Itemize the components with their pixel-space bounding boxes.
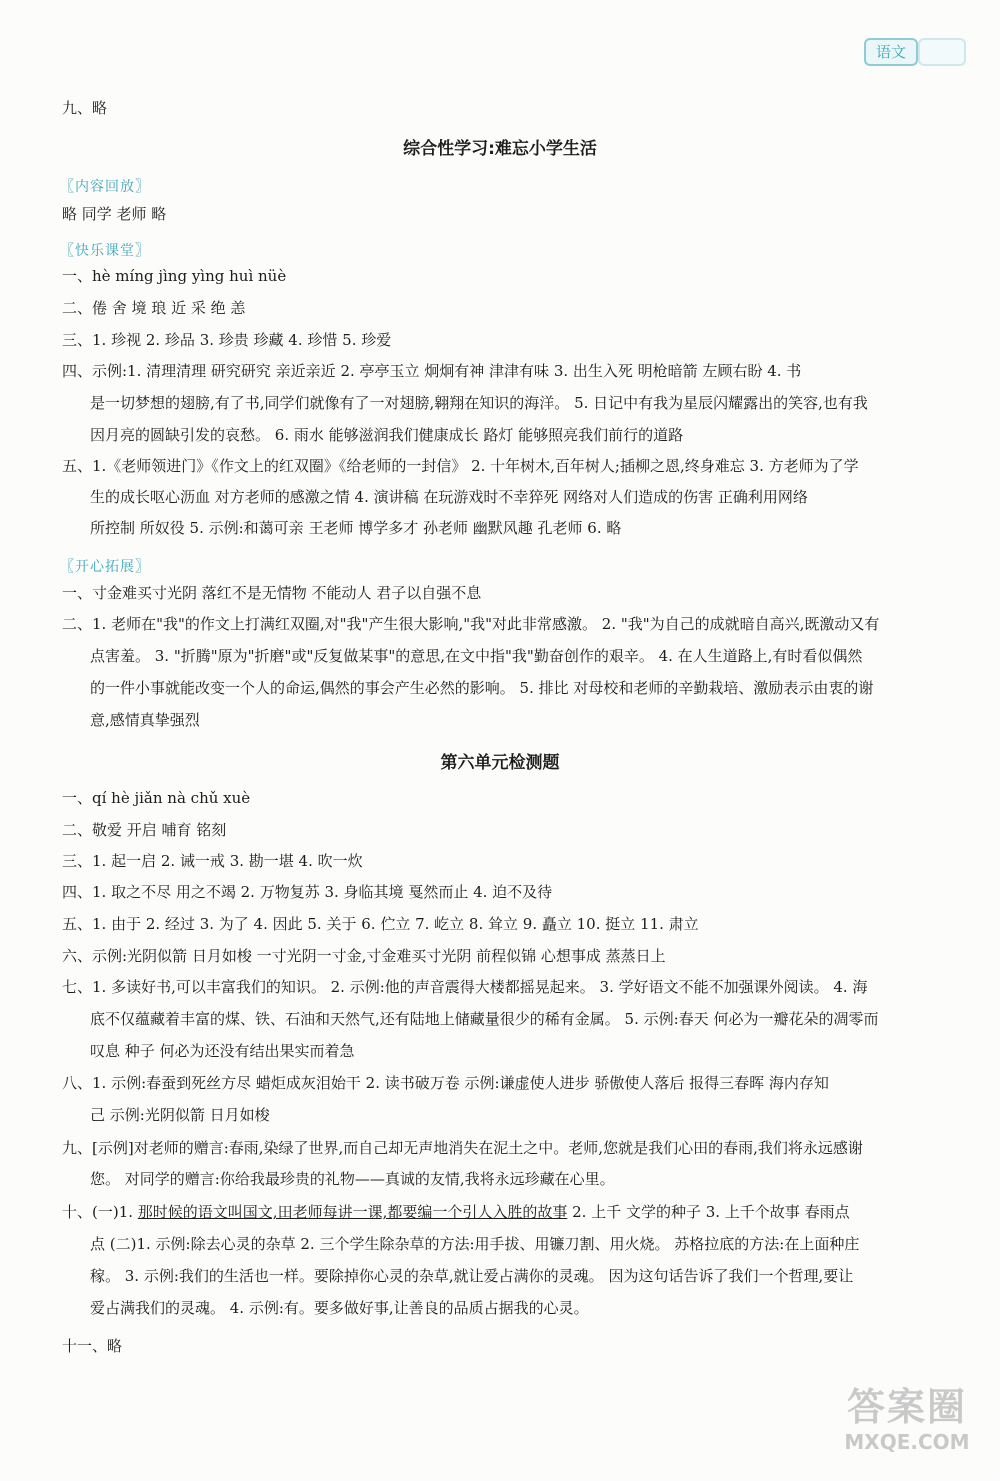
answer-line: 一、hè míng jìng yìng huì nüè bbox=[62, 267, 287, 285]
answer-line: 因月亮的圆缺引发的哀愁。 6. 雨水 能够滋润我们健康成长 路灯 能够照亮我们前行的道路 bbox=[90, 426, 684, 444]
answer-line: 底不仅蕴藏着丰富的煤、铁、石油和天然气,还有陆地上储藏量很少的稀有金属。 5. 示例:春天 何必为一瓣花朵的凋零而 bbox=[90, 1010, 879, 1028]
answer-line: 点 (二)1. 示例:除去心灵的杂草 2. 三个学生除杂草的方法:用手拔、用镰刀割、用火烧。 苏格拉底的方法:在上面种庄 bbox=[90, 1235, 860, 1253]
answer-line: 点害羞。 3. "折腾"原为"折磨"或"反复做某事"的意思,在文中指"我"勤奋创作的艰辛。 4. 在人生道路上,有时看似偶然 bbox=[90, 647, 863, 665]
answer-line: 三、1. 起一启 2. 诫一戒 3. 勘一堪 4. 吹一炊 bbox=[62, 852, 363, 870]
answer-line: 意,感情真挚强烈 bbox=[90, 711, 200, 729]
answer-line: 爱占满我们的灵魂。 4. 示例:有。要多做好事,让善良的品质占据我的心灵。 bbox=[90, 1299, 589, 1317]
section-title: 第六单元检测题 bbox=[440, 753, 560, 773]
subsection-label: 〖开心拓展〗 bbox=[60, 559, 150, 575]
answer-line: 生的成长呕心沥血 对方老师的感激之情 4. 演讲稿 在玩游戏时不幸猝死 网络对人们造成的伤害 正确利用网络 bbox=[90, 488, 808, 506]
answer-line: 六、示例:光阴似箭 日月如梭 一寸光阴一寸金,寸金难买寸光阴 前程似锦 心想事成 蒸蒸日上 bbox=[62, 947, 666, 965]
answer-line: 四、示例:1. 清理清理 研究研究 亲近亲近 2. 亭亭玉立 炯炯有神 津津有味 3. 出生入死 明枪暗箭 左顾右盼 4. 书 bbox=[62, 362, 802, 380]
watermark-text: 答案圈 bbox=[846, 1385, 967, 1429]
answer-line: 五、1. 由于 2. 经过 3. 为了 4. 因此 5. 关于 6. 伫立 7. 屹立 8. 耸立 9. 矗立 10. 挺立 11. 肃立 bbox=[62, 915, 699, 933]
answer-line: 十一、略 bbox=[62, 1337, 123, 1355]
answer-line: 七、1. 多读好书,可以丰富我们的知识。 2. 示例:他的声音震得大楼都摇晃起来。 3. 学好语文不能不加强课外阅读。 4. 海 bbox=[62, 978, 868, 996]
subsection-label: 〖快乐课堂〗 bbox=[60, 243, 150, 259]
answer-line: 八、1. 示例:春蚕到死丝方尽 蜡炬成灰泪始干 2. 读书破万卷 示例:谦虚使人进步 骄傲使人落后 报得三春晖 海内存知 bbox=[62, 1074, 829, 1092]
subsection-label: 〖内容回放〗 bbox=[60, 179, 150, 195]
answer-line: 是一切梦想的翅膀,有了书,同学们就像有了一对翅膀,翱翔在知识的海洋。 5. 日记中有我为星辰闪耀露出的笑容,也有我 bbox=[90, 394, 868, 412]
watermark-url: MXQE.COM bbox=[844, 1430, 970, 1454]
answer-prefix: 十、(一)1. bbox=[62, 1203, 138, 1221]
answer-line: 二、敬爱 开启 哺育 铭刻 bbox=[62, 821, 227, 839]
subject-badge: 语文 bbox=[864, 38, 918, 66]
answer-line: 三、1. 珍视 2. 珍品 3. 珍贵 珍藏 4. 珍惜 5. 珍爱 bbox=[62, 331, 392, 349]
subject-badge-decoration bbox=[918, 38, 966, 66]
answer-line: 叹息 种子 何必为还没有结出果实而着急 bbox=[90, 1042, 355, 1060]
answer-line: 二、倦 舍 境 琅 近 采 绝 恙 bbox=[62, 299, 246, 317]
answer-line: 稼。 3. 示例:我们的生活也一样。要除掉你心灵的杂草,就让爱占满你的灵魂。 因为这句话告诉了我们一个哲理,要让 bbox=[90, 1267, 854, 1285]
answer-suffix: 2. 上千 文学的种子 3. 上千个故事 春雨点 bbox=[567, 1203, 850, 1221]
answer-line bbox=[62, 1196, 922, 1228]
answer-line: 五、1.《老师领进门》《作文上的红双圈》《给老师的一封信》 2. 十年树木,百年树人;插柳之恩,终身难忘 3. 方老师为了学 bbox=[62, 457, 859, 475]
answer-line: 己 示例:光阴似箭 日月如梭 bbox=[90, 1106, 270, 1124]
answer-line: 二、1. 老师在"我"的作文上打满红双圈,对"我"产生很大影响,"我"对此非常感激。 2. "我"为自己的成就暗自高兴,既激动又有 bbox=[62, 615, 880, 633]
answer-line: 略 同学 老师 略 bbox=[62, 205, 167, 223]
answer-line: 四、1. 取之不尽 用之不竭 2. 万物复苏 3. 身临其境 戛然而止 4. 迫不及待 bbox=[62, 883, 553, 901]
answer-line: 您。 对同学的赠言:你给我最珍贵的礼物——真诚的友情,我将永远珍藏在心里。 bbox=[90, 1170, 615, 1188]
underlined-answer: 那时候的语文叫国文,田老师每讲一课,都要编一个引人入胜的故事 bbox=[137, 1203, 568, 1221]
answer-line: 九、[示例]对老师的赠言:春雨,染绿了世界,而自己却无声地消失在泥土之中。老师,您就是我们心田的春雨,我们将永远感谢 bbox=[62, 1139, 863, 1157]
answer-line: 一、qí hè jiǎn nà chǔ xuè bbox=[62, 789, 251, 807]
answer-line: 的一件小事就能改变一个人的命运,偶然的事会产生必然的影响。 5. 排比 对母校和老师的辛勤栽培、激励表示由衷的谢 bbox=[90, 679, 874, 697]
watermark-logo bbox=[832, 1383, 982, 1463]
section-title: 综合性学习:难忘小学生活 bbox=[403, 139, 597, 159]
answer-line: 九、略 bbox=[62, 99, 108, 117]
answer-line: 所控制 所奴役 5. 示例:和蔼可亲 王老师 博学多才 孙老师 幽默风趣 孔老师 6. 略 bbox=[90, 519, 622, 537]
answer-line: 一、寸金难买寸光阴 落红不是无情物 不能动人 君子以自强不息 bbox=[62, 584, 482, 602]
